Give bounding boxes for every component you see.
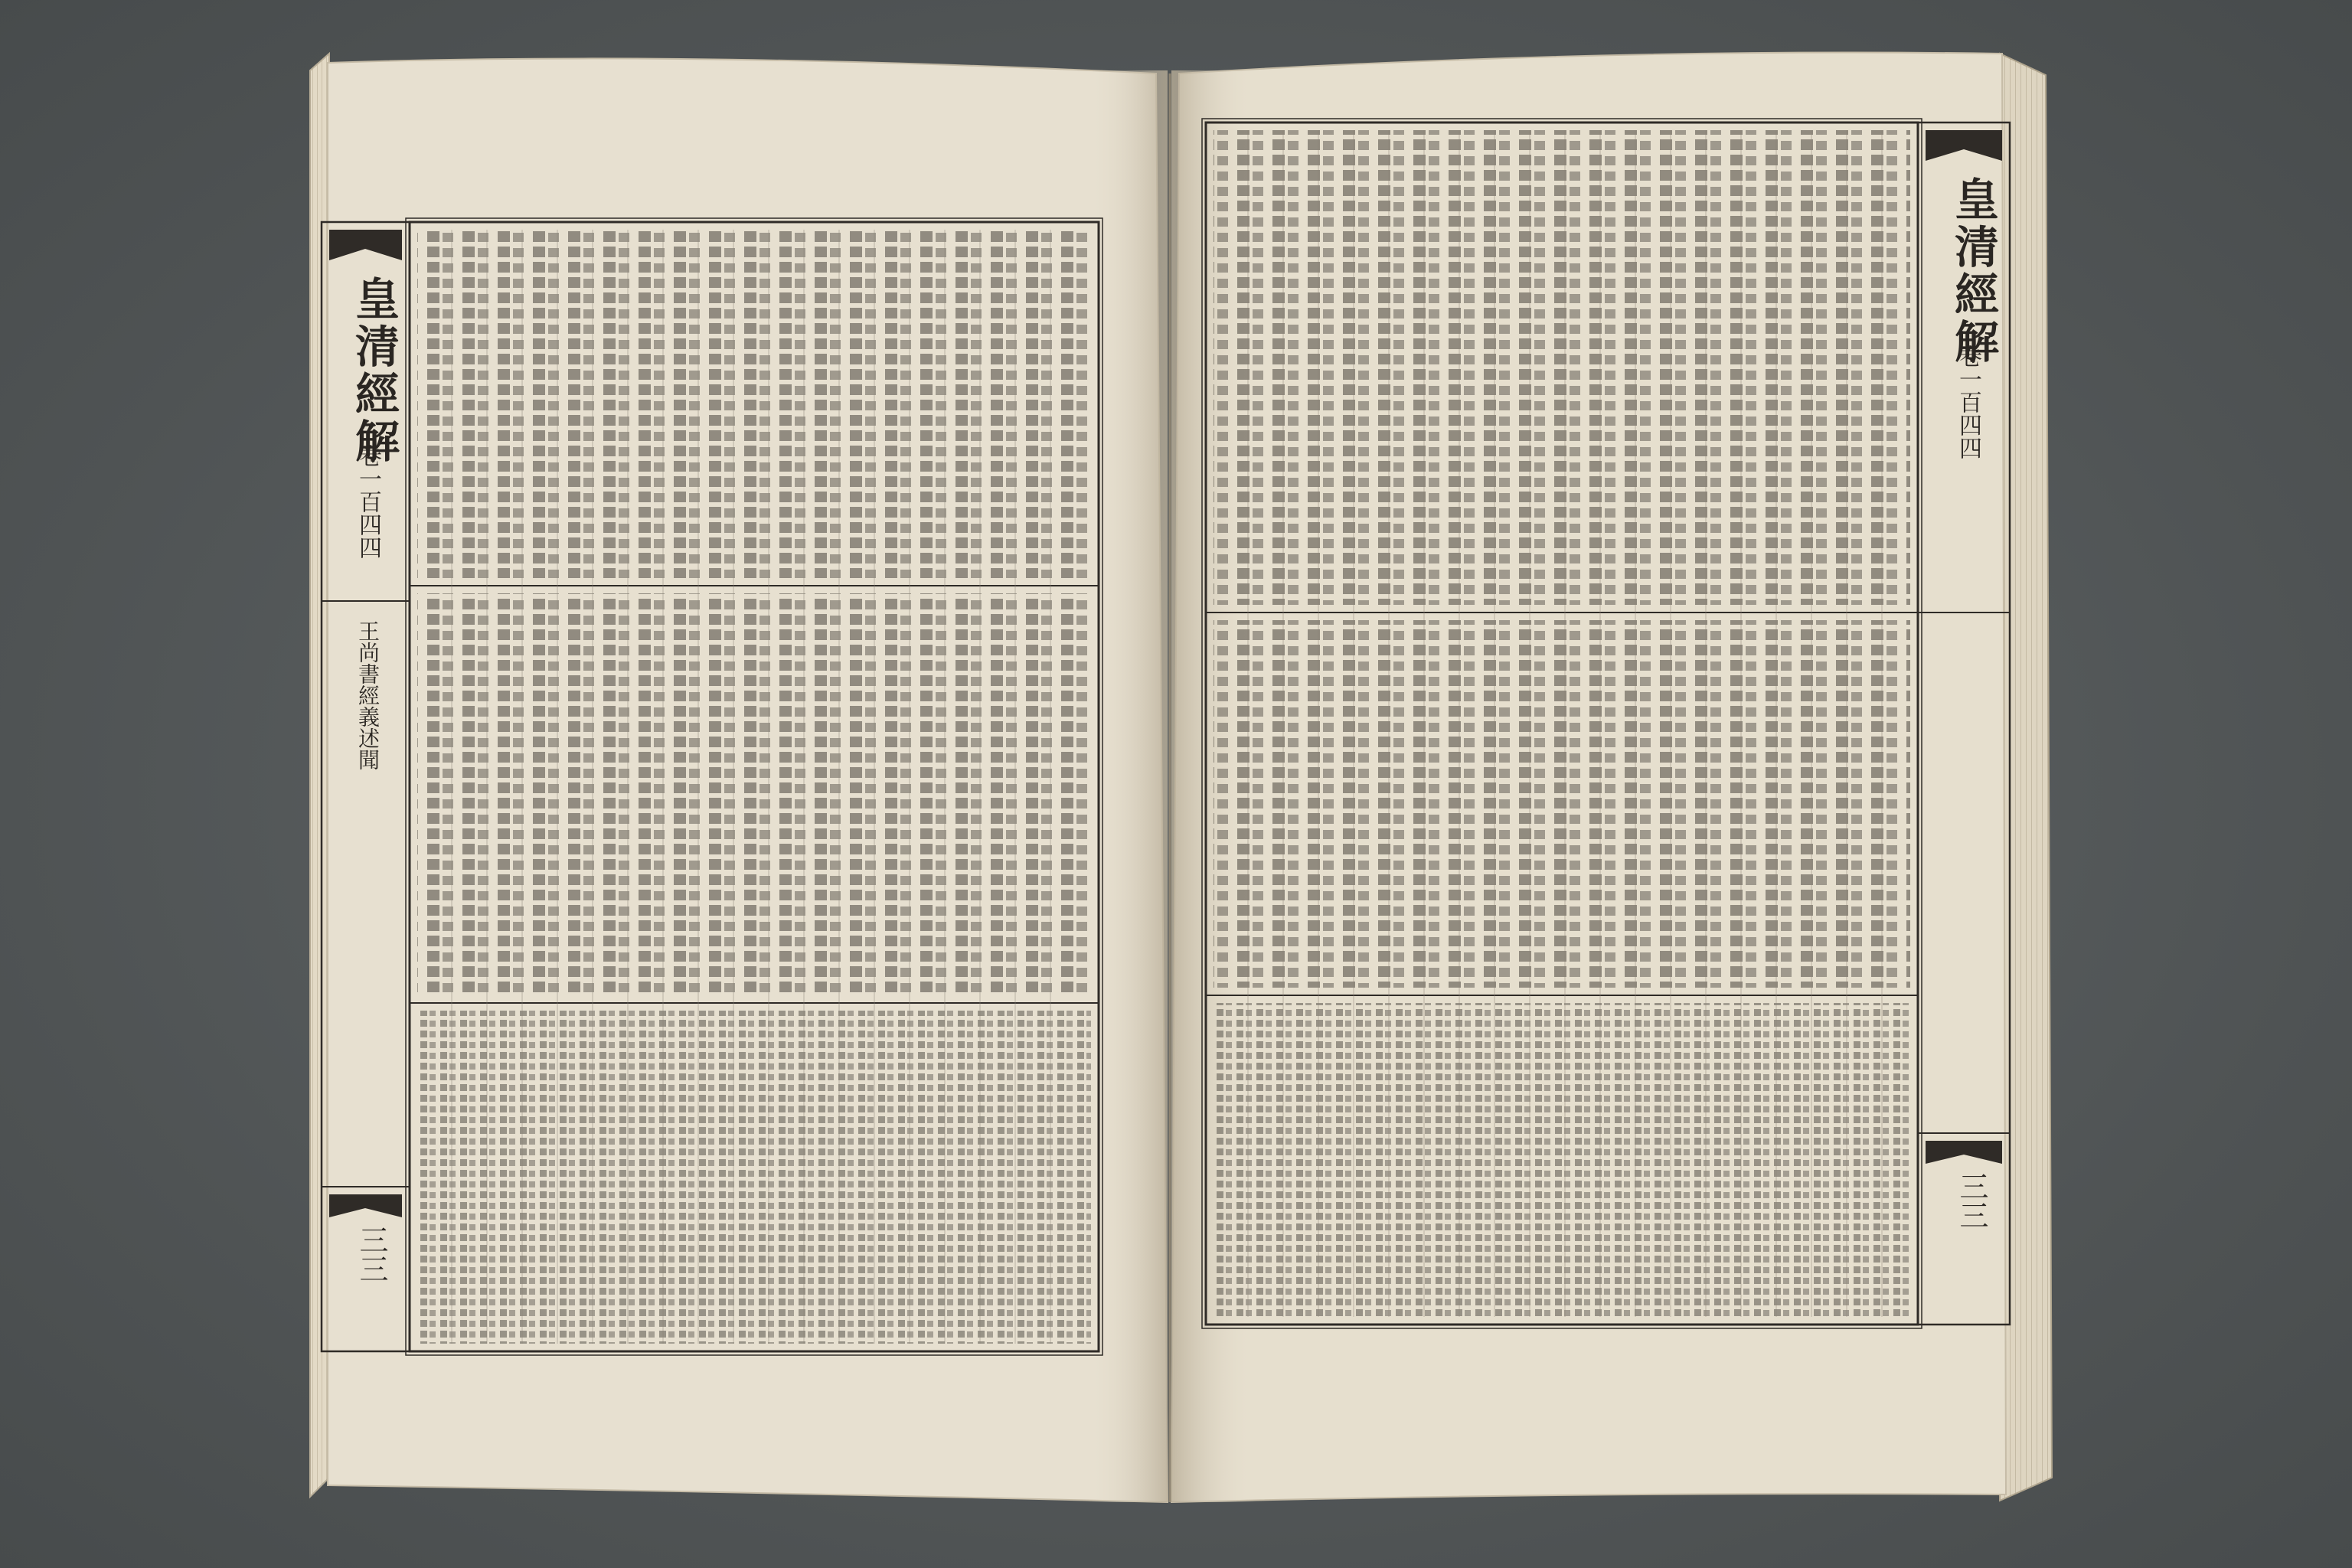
left-page-edges [310,54,329,1497]
right-volume-label: 卷一百四四 [1955,345,1981,459]
left-attribution: 王尚書經義述聞 [355,620,381,770]
left-running-title: 皇清經解 [348,276,400,466]
left-volume-label: 卷一百四四 [354,444,381,559]
right-running-title: 皇清經解 [1947,176,1999,366]
right-folio-number: 三三 [1955,1171,1988,1230]
right-page-edges [2000,54,2052,1501]
left-folio-number: 三三 [354,1225,388,1283]
